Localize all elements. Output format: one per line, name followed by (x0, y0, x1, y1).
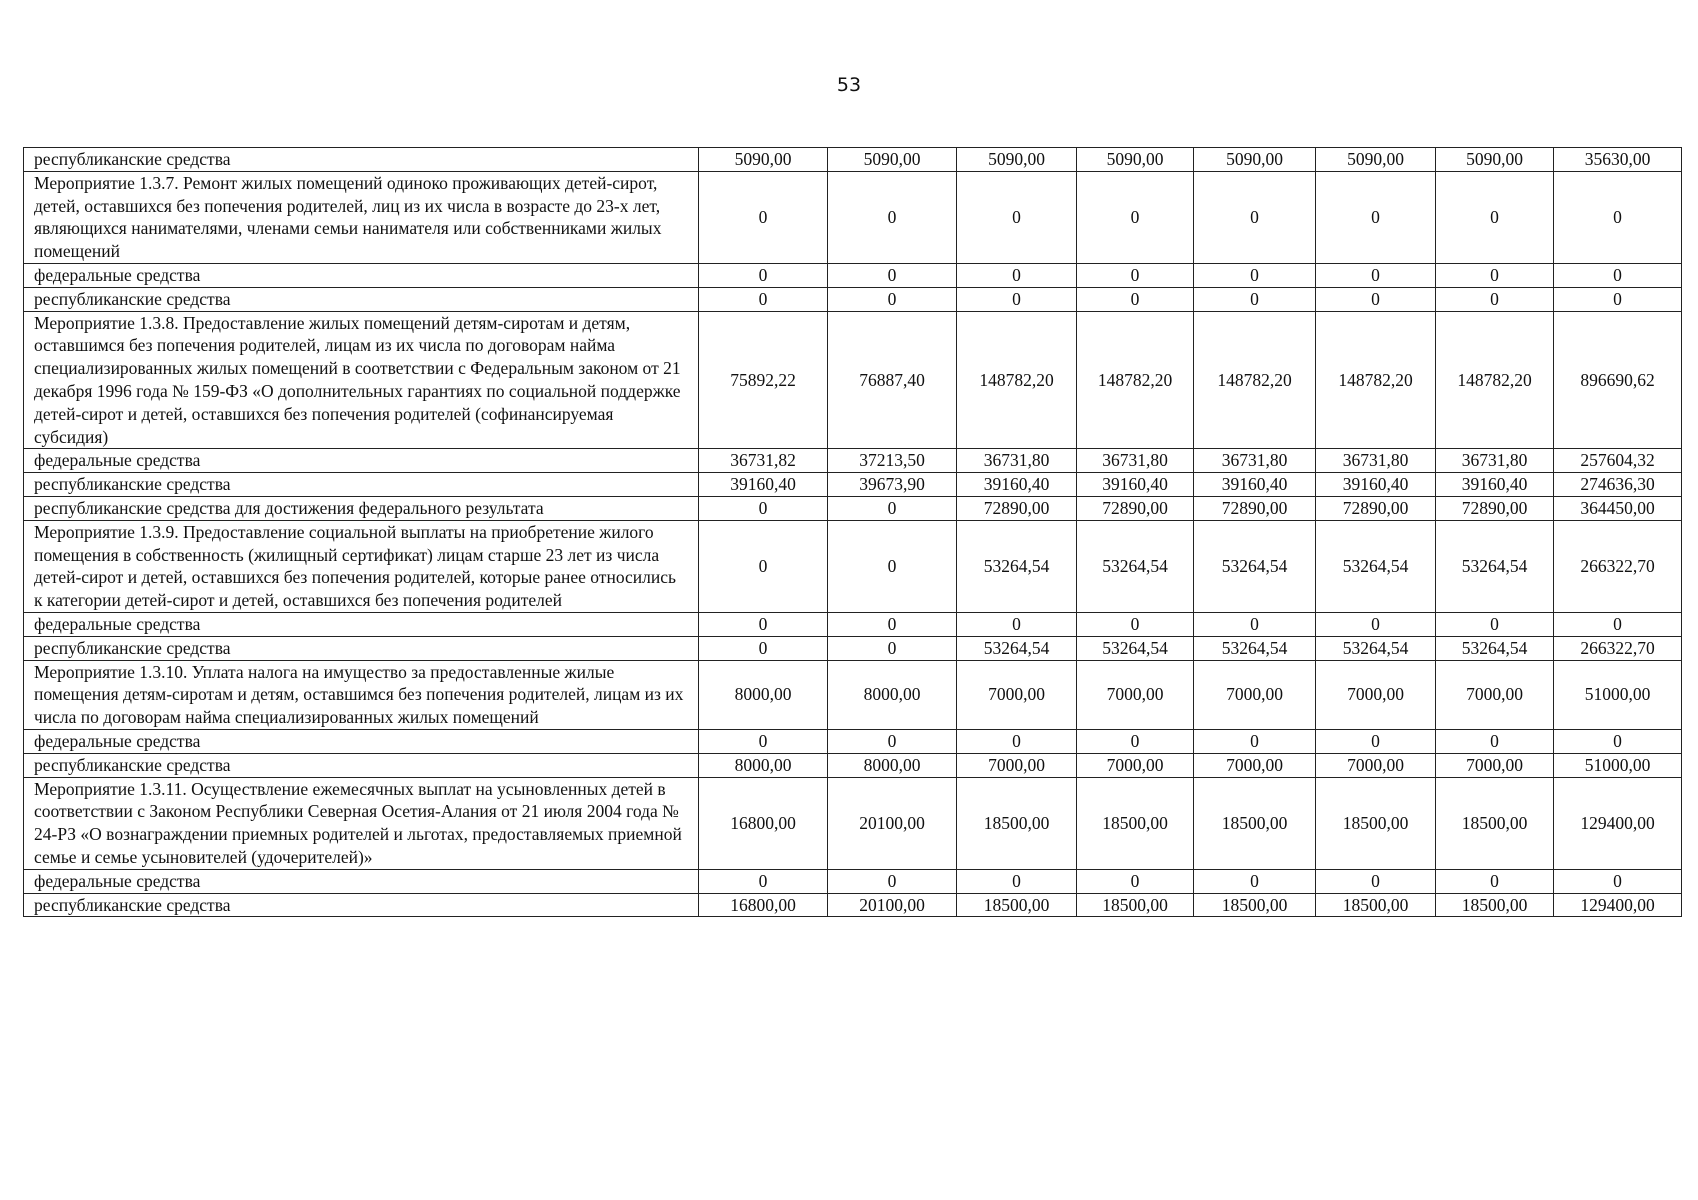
table-row (24, 612, 1682, 636)
table-row (24, 311, 1682, 449)
value-cell: 0 (1194, 263, 1316, 287)
table-row (24, 496, 1682, 520)
value-cell: 0 (1077, 729, 1194, 753)
value-cell: 0 (1316, 869, 1436, 893)
value-cell: 5090,00 (699, 148, 828, 172)
value-cell: 0 (828, 171, 957, 263)
row-label: федеральные средства (24, 449, 699, 473)
value-cell: 0 (1554, 729, 1682, 753)
value-cell: 72890,00 (1436, 496, 1554, 520)
value-cell: 7000,00 (1316, 753, 1436, 777)
value-cell: 0 (1436, 263, 1554, 287)
value-cell: 18500,00 (1077, 777, 1194, 869)
row-label: республиканские средства для достижения федерального результата (24, 496, 699, 520)
value-cell: 39160,40 (1316, 473, 1436, 497)
value-cell: 36731,80 (1316, 449, 1436, 473)
page-number: 53 (836, 74, 862, 96)
value-cell: 0 (1316, 263, 1436, 287)
value-cell: 7000,00 (1316, 660, 1436, 729)
value-cell: 0 (1316, 729, 1436, 753)
value-cell: 0 (1077, 171, 1194, 263)
value-cell: 5090,00 (1316, 148, 1436, 172)
value-cell: 0 (828, 869, 957, 893)
row-label: федеральные средства (24, 869, 699, 893)
table-row (24, 520, 1682, 612)
value-cell: 53264,54 (1077, 636, 1194, 660)
value-cell: 129400,00 (1554, 893, 1682, 917)
value-cell: 18500,00 (957, 893, 1077, 917)
value-cell: 37213,50 (828, 449, 957, 473)
value-cell: 72890,00 (1316, 496, 1436, 520)
value-cell: 36731,80 (1436, 449, 1554, 473)
value-cell: 39160,40 (1077, 473, 1194, 497)
value-cell: 51000,00 (1554, 660, 1682, 729)
table-row (24, 473, 1682, 497)
value-cell: 0 (1077, 612, 1194, 636)
value-cell: 5090,00 (1077, 148, 1194, 172)
value-cell: 0 (828, 520, 957, 612)
table-row (24, 893, 1682, 917)
value-cell: 7000,00 (1077, 753, 1194, 777)
value-cell: 0 (1194, 171, 1316, 263)
row-label: федеральные средства (24, 729, 699, 753)
table-row (24, 171, 1682, 263)
value-cell: 0 (699, 496, 828, 520)
table-row (24, 449, 1682, 473)
row-label: республиканские средства (24, 636, 699, 660)
row-label: республиканские средства (24, 893, 699, 917)
value-cell: 7000,00 (957, 753, 1077, 777)
value-cell: 0 (699, 171, 828, 263)
value-cell: 7000,00 (957, 660, 1077, 729)
value-cell: 0 (957, 729, 1077, 753)
value-cell: 0 (1554, 869, 1682, 893)
value-cell: 0 (957, 869, 1077, 893)
value-cell: 5090,00 (957, 148, 1077, 172)
value-cell: 53264,54 (1436, 520, 1554, 612)
row-label: Мероприятие 1.3.10. Уплата налога на имущество за предоставленные жилые помещения детям-сиротам и детям, оставшимся без попечения родителей, лицам из их числа по договорам найма специализированных жилых помещений (24, 660, 699, 729)
value-cell: 0 (1436, 171, 1554, 263)
value-cell: 0 (1554, 171, 1682, 263)
value-cell: 18500,00 (1316, 777, 1436, 869)
value-cell: 39160,40 (699, 473, 828, 497)
value-cell: 16800,00 (699, 893, 828, 917)
value-cell: 0 (1077, 869, 1194, 893)
table-row (24, 636, 1682, 660)
value-cell: 148782,20 (1316, 311, 1436, 449)
table-row (24, 753, 1682, 777)
value-cell: 36731,82 (699, 449, 828, 473)
table-row (24, 263, 1682, 287)
value-cell: 0 (1194, 729, 1316, 753)
value-cell: 0 (957, 287, 1077, 311)
value-cell: 364450,00 (1554, 496, 1682, 520)
row-label: Мероприятие 1.3.7. Ремонт жилых помещений одиноко проживающих детей-сирот, детей, оставшихся без попечения родителей, лиц из их числа в возрасте до 23-х лет, являющихся нанимателями, членами семьи нанимателя или собственниками жилых помещений (24, 171, 699, 263)
value-cell: 257604,32 (1554, 449, 1682, 473)
value-cell: 36731,80 (957, 449, 1077, 473)
table-row (24, 777, 1682, 869)
row-label: республиканские средства (24, 148, 699, 172)
value-cell: 0 (699, 520, 828, 612)
value-cell: 53264,54 (957, 636, 1077, 660)
value-cell: 53264,54 (1077, 520, 1194, 612)
value-cell: 0 (1436, 287, 1554, 311)
value-cell: 7000,00 (1194, 753, 1316, 777)
value-cell: 148782,20 (1436, 311, 1554, 449)
value-cell: 53264,54 (1316, 520, 1436, 612)
value-cell: 7000,00 (1194, 660, 1316, 729)
value-cell: 72890,00 (957, 496, 1077, 520)
value-cell: 16800,00 (699, 777, 828, 869)
value-cell: 18500,00 (957, 777, 1077, 869)
table-row (24, 729, 1682, 753)
row-label: Мероприятие 1.3.9. Предоставление социальной выплаты на приобретение жилого помещения в собственность (жилищный сертификат) лицам старше 23 лет из числа детей-сирот и детей, оставшихся без попечения родителей, которые ранее относились к категории детей-сирот и детей, оставшихся без попечения родителей (24, 520, 699, 612)
value-cell: 20100,00 (828, 777, 957, 869)
value-cell: 5090,00 (1194, 148, 1316, 172)
table-row (24, 660, 1682, 729)
value-cell: 0 (828, 729, 957, 753)
value-cell: 18500,00 (1077, 893, 1194, 917)
value-cell: 0 (1077, 287, 1194, 311)
value-cell: 0 (1436, 729, 1554, 753)
row-label: республиканские средства (24, 473, 699, 497)
value-cell: 18500,00 (1194, 893, 1316, 917)
value-cell: 8000,00 (828, 753, 957, 777)
value-cell: 51000,00 (1554, 753, 1682, 777)
table-row (24, 869, 1682, 893)
value-cell: 0 (1554, 612, 1682, 636)
value-cell: 0 (1194, 612, 1316, 636)
value-cell: 7000,00 (1077, 660, 1194, 729)
value-cell: 0 (828, 496, 957, 520)
value-cell: 148782,20 (1077, 311, 1194, 449)
table-body (24, 148, 1682, 917)
value-cell: 20100,00 (828, 893, 957, 917)
value-cell: 39160,40 (1436, 473, 1554, 497)
value-cell: 0 (828, 636, 957, 660)
value-cell: 72890,00 (1194, 496, 1316, 520)
value-cell: 0 (957, 612, 1077, 636)
table-row (24, 287, 1682, 311)
value-cell: 5090,00 (828, 148, 957, 172)
value-cell: 896690,62 (1554, 311, 1682, 449)
value-cell: 0 (699, 263, 828, 287)
value-cell: 0 (1316, 287, 1436, 311)
value-cell: 0 (957, 263, 1077, 287)
value-cell: 39160,40 (1194, 473, 1316, 497)
value-cell: 0 (1554, 287, 1682, 311)
value-cell: 0 (1194, 287, 1316, 311)
value-cell: 0 (699, 729, 828, 753)
value-cell: 39673,90 (828, 473, 957, 497)
value-cell: 8000,00 (699, 753, 828, 777)
value-cell: 76887,40 (828, 311, 957, 449)
value-cell: 0 (699, 287, 828, 311)
value-cell: 36731,80 (1077, 449, 1194, 473)
value-cell: 72890,00 (1077, 496, 1194, 520)
value-cell: 35630,00 (1554, 148, 1682, 172)
value-cell: 53264,54 (1194, 636, 1316, 660)
value-cell: 53264,54 (1436, 636, 1554, 660)
value-cell: 53264,54 (1316, 636, 1436, 660)
value-cell: 18500,00 (1436, 777, 1554, 869)
value-cell: 0 (828, 263, 957, 287)
value-cell: 5090,00 (1436, 148, 1554, 172)
row-label: Мероприятие 1.3.8. Предоставление жилых помещений детям-сиротам и детям, оставшимся без попечения родителей, лицам из их числа по договорам найма специализированных жилых помещений в соответствии с Федеральным законом от 21 декабря 1996 года № 159-ФЗ «О дополнительных гарантиях по социальной поддержке детей-сирот и детей, оставшихся без попечения родителей (софинансируемая субсидия) (24, 311, 699, 449)
value-cell: 7000,00 (1436, 753, 1554, 777)
value-cell: 0 (699, 612, 828, 636)
row-label: федеральные средства (24, 263, 699, 287)
value-cell: 0 (957, 171, 1077, 263)
value-cell: 0 (699, 636, 828, 660)
value-cell: 0 (1436, 869, 1554, 893)
value-cell: 0 (1316, 171, 1436, 263)
row-label: республиканские средства (24, 753, 699, 777)
value-cell: 8000,00 (828, 660, 957, 729)
row-label: Мероприятие 1.3.11. Осуществление ежемесячных выплат на усыновленных детей в соответствии с Законом Республики Северная Осетия-Алания от 21 июля 2004 года № 24-РЗ «О вознаграждении приемных родителей и льготах, предоставляемых приемной семье и семье усыновителей (удочерителей)» (24, 777, 699, 869)
value-cell: 148782,20 (957, 311, 1077, 449)
value-cell: 0 (1194, 869, 1316, 893)
value-cell: 0 (1554, 263, 1682, 287)
value-cell: 0 (1436, 612, 1554, 636)
value-cell: 39160,40 (957, 473, 1077, 497)
value-cell: 75892,22 (699, 311, 828, 449)
value-cell: 0 (1316, 612, 1436, 636)
value-cell: 0 (699, 869, 828, 893)
budget-table (23, 147, 1682, 917)
value-cell: 18500,00 (1194, 777, 1316, 869)
value-cell: 129400,00 (1554, 777, 1682, 869)
table-row (24, 148, 1682, 172)
value-cell: 0 (828, 287, 957, 311)
row-label: республиканские средства (24, 287, 699, 311)
value-cell: 53264,54 (1194, 520, 1316, 612)
value-cell: 8000,00 (699, 660, 828, 729)
value-cell: 53264,54 (957, 520, 1077, 612)
value-cell: 266322,70 (1554, 636, 1682, 660)
value-cell: 18500,00 (1436, 893, 1554, 917)
value-cell: 7000,00 (1436, 660, 1554, 729)
value-cell: 148782,20 (1194, 311, 1316, 449)
value-cell: 36731,80 (1194, 449, 1316, 473)
value-cell: 266322,70 (1554, 520, 1682, 612)
value-cell: 274636,30 (1554, 473, 1682, 497)
value-cell: 18500,00 (1316, 893, 1436, 917)
row-label: федеральные средства (24, 612, 699, 636)
value-cell: 0 (828, 612, 957, 636)
value-cell: 0 (1077, 263, 1194, 287)
